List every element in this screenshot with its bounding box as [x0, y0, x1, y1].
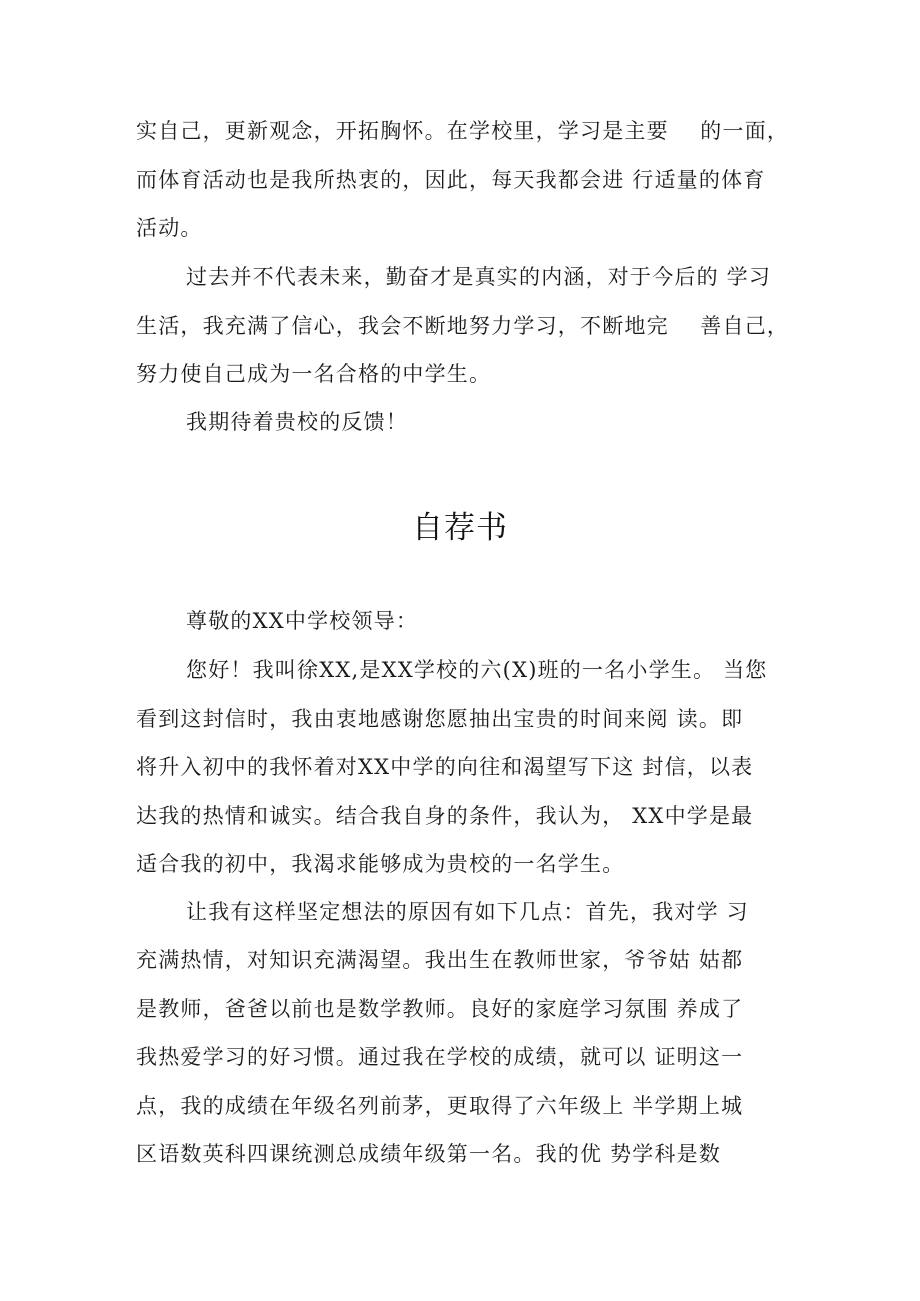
salutation: 尊敬的XX中学校领导：	[186, 609, 419, 633]
text-line: 适合我的初中，我渴求能够成为贵校的一名学生。	[136, 852, 625, 876]
text-line: 我热爱学习的好习惯。通过我在学校的成绩，就可以 证明这一	[136, 1045, 744, 1069]
text-line: 区语数英科四课统测总成绩年级第一名。我的优 势学科是数	[136, 1142, 722, 1166]
text-line: 努力使自己成为一名合格的中学生。	[136, 362, 492, 386]
text-line: 点，我的成绩在年级名列前茅，更取得了六年级上 半学期上城	[136, 1094, 744, 1118]
document-title: 自荐书	[412, 510, 508, 546]
text-line: 充满热情，对知识充满渴望。我出生在教师世家，爷爷姑 姑都	[136, 948, 744, 972]
paragraph-start-line: 您好！我叫徐XX,是XX学校的六(X)班的一名小学生。 当您	[186, 658, 768, 682]
paragraph-start-line: 让我有这样坚定想法的原因有如下几点：首先，我对学 习	[186, 900, 749, 924]
text-line: 而体育活动也是我所热衷的，因此，每天我都会进 行适量的体育	[136, 168, 766, 192]
text-line: 看到这封信时，我由衷地感谢您愿抽出宝贵的时间来阅 读。即	[136, 707, 744, 731]
text-line: 实自己，更新观念，开拓胸怀。在学校里，学习是主要 的一面，	[136, 119, 790, 143]
paragraph-start-line: 过去并不代表未来，勤奋才是真实的内涵，对于今后的 学习	[186, 265, 772, 289]
closing-line: 我期待着贵校的反馈！	[186, 410, 408, 434]
text-line: 活动。	[136, 216, 203, 240]
text-line: 生活，我充满了信心，我会不断地努力学习，不断地完 善自己，	[136, 314, 790, 338]
text-line: 将升入初中的我怀着对XX中学的向往和渴望写下这 封信，以表	[136, 755, 754, 779]
text-line: 是教师，爸爸以前也是数学教师。良好的家庭学习氛围 养成了	[136, 997, 744, 1021]
text-line: 达我的热情和诚实。结合我自身的条件，我认为， XX中学是最	[136, 804, 754, 828]
